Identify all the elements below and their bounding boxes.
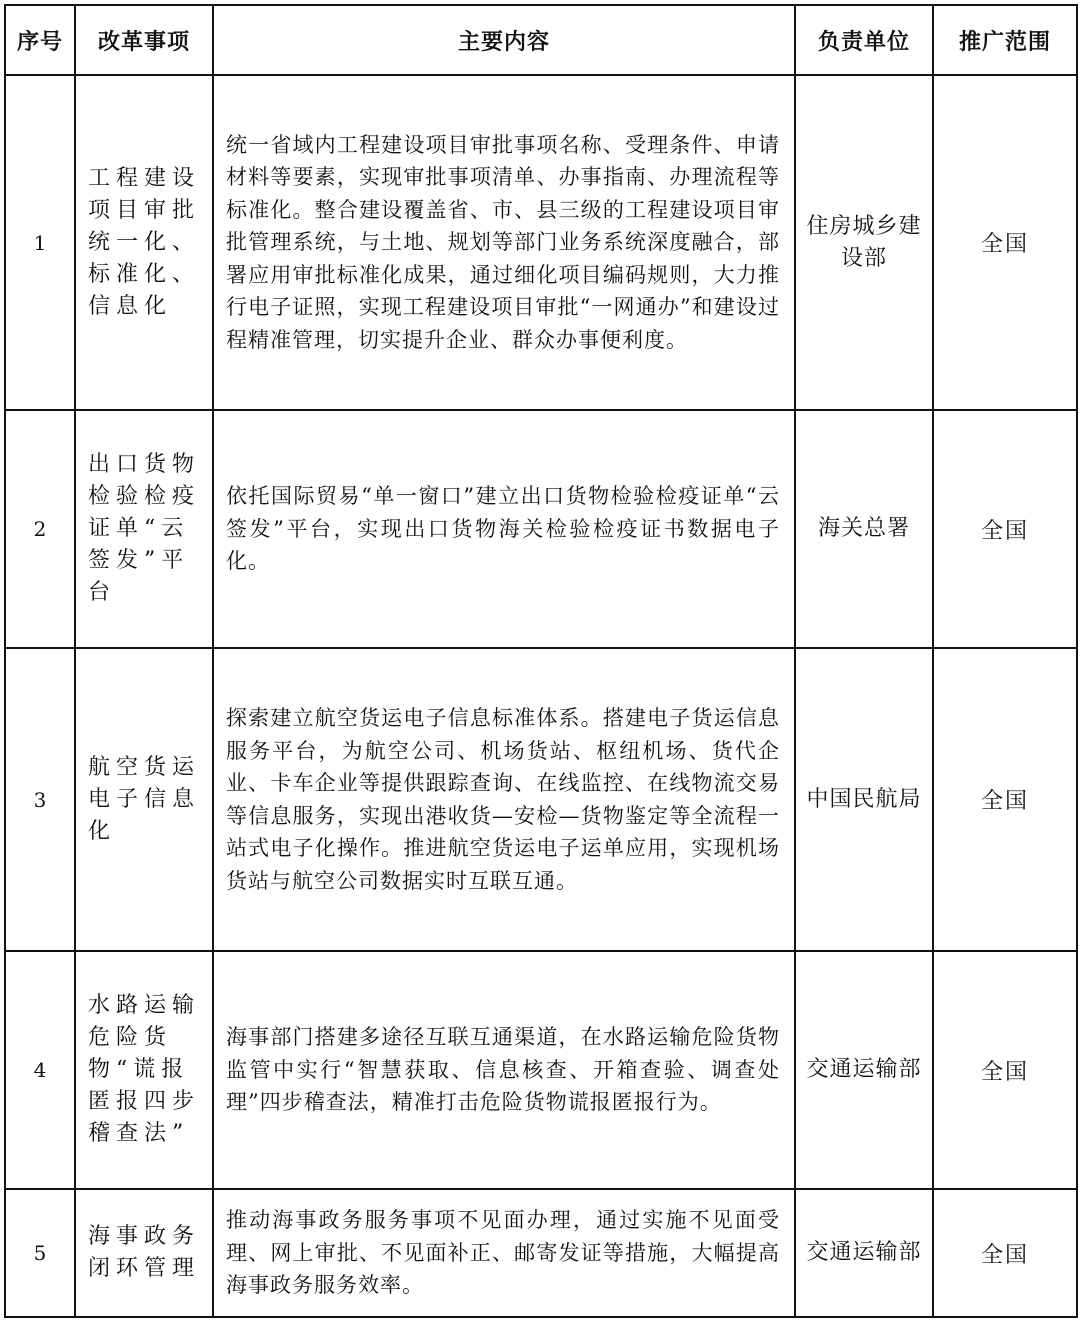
row-unit: 交通运输部: [795, 951, 933, 1189]
row-unit: 中国民航局: [795, 648, 933, 951]
header-content: 主要内容: [213, 5, 795, 75]
row-scope: 全国: [933, 75, 1077, 410]
table-row: [5, 1189, 1077, 1317]
header-seq: 序号: [5, 5, 75, 75]
table-row: [5, 75, 1077, 410]
header-unit: 负责单位: [795, 5, 933, 75]
row-seq: 3: [5, 648, 75, 951]
row-unit: 住房城乡建设部: [795, 75, 933, 410]
row-item: 航空货运电子信息化: [75, 648, 213, 951]
row-content: 海事部门搭建多途径互联互通渠道，在水路运输危险货物监管中实行“智慧获取、信息核查、开箱查验、调查处理”四步稽查法，精准打击危险货物谎报匿报行为。: [213, 951, 795, 1189]
row-seq: 2: [5, 410, 75, 648]
row-item: 水路运输危险货物“谎报匿报四步稽查法”: [75, 951, 213, 1189]
header-item: 改革事项: [75, 5, 213, 75]
row-content: 统一省域内工程建设项目审批事项名称、受理条件、申请材料等要素，实现审批事项清单、办事指南、办理流程等标准化。整合建设覆盖省、市、县三级的工程建设项目审批管理系统，与土地、规划等部门业务系统深度融合，部署应用审批标准化成果，通过细化项目编码规则，大力推行电子证照，实现工程建设项目审批“一网通办”和建设过程精准管理，切实提升企业、群众办事便利度。: [213, 75, 795, 410]
header-row: [5, 5, 1077, 75]
row-content: 探索建立航空货运电子信息标准体系。搭建电子货运信息服务平台，为航空公司、机场货站、枢纽机场、货代企业、卡车企业等提供跟踪查询、在线监控、在线物流交易等信息服务，实现出港收货—安检—货物鉴定等全流程一站式电子化操作。推进航空货运电子运单应用，实现机场货站与航空公司数据实时互联互通。: [213, 648, 795, 951]
row-scope: 全国: [933, 410, 1077, 648]
row-item: 工程建设项目审批统一化、标准化、信息化: [75, 75, 213, 410]
row-seq: 4: [5, 951, 75, 1189]
row-scope: 全国: [933, 648, 1077, 951]
header-scope: 推广范围: [933, 5, 1077, 75]
table-row: [5, 410, 1077, 648]
row-item: 海事政务闭环管理: [75, 1189, 213, 1317]
row-item: 出口货物检验检疫证单“云签发”平台: [75, 410, 213, 648]
table-row: [5, 951, 1077, 1189]
row-seq: 1: [5, 75, 75, 410]
row-content: 依托国际贸易“单一窗口”建立出口货物检验检疫证单“云签发”平台，实现出口货物海关检验检疫证书数据电子化。: [213, 410, 795, 648]
table-row: [5, 648, 1077, 951]
reform-table: [4, 4, 1078, 1318]
row-scope: 全国: [933, 1189, 1077, 1317]
row-scope: 全国: [933, 951, 1077, 1189]
row-unit: 交通运输部: [795, 1189, 933, 1317]
row-unit: 海关总署: [795, 410, 933, 648]
row-seq: 5: [5, 1189, 75, 1317]
row-content: 推动海事政务服务事项不见面办理，通过实施不见面受理、网上审批、不见面补正、邮寄发证等措施，大幅提高海事政务服务效率。: [213, 1189, 795, 1317]
